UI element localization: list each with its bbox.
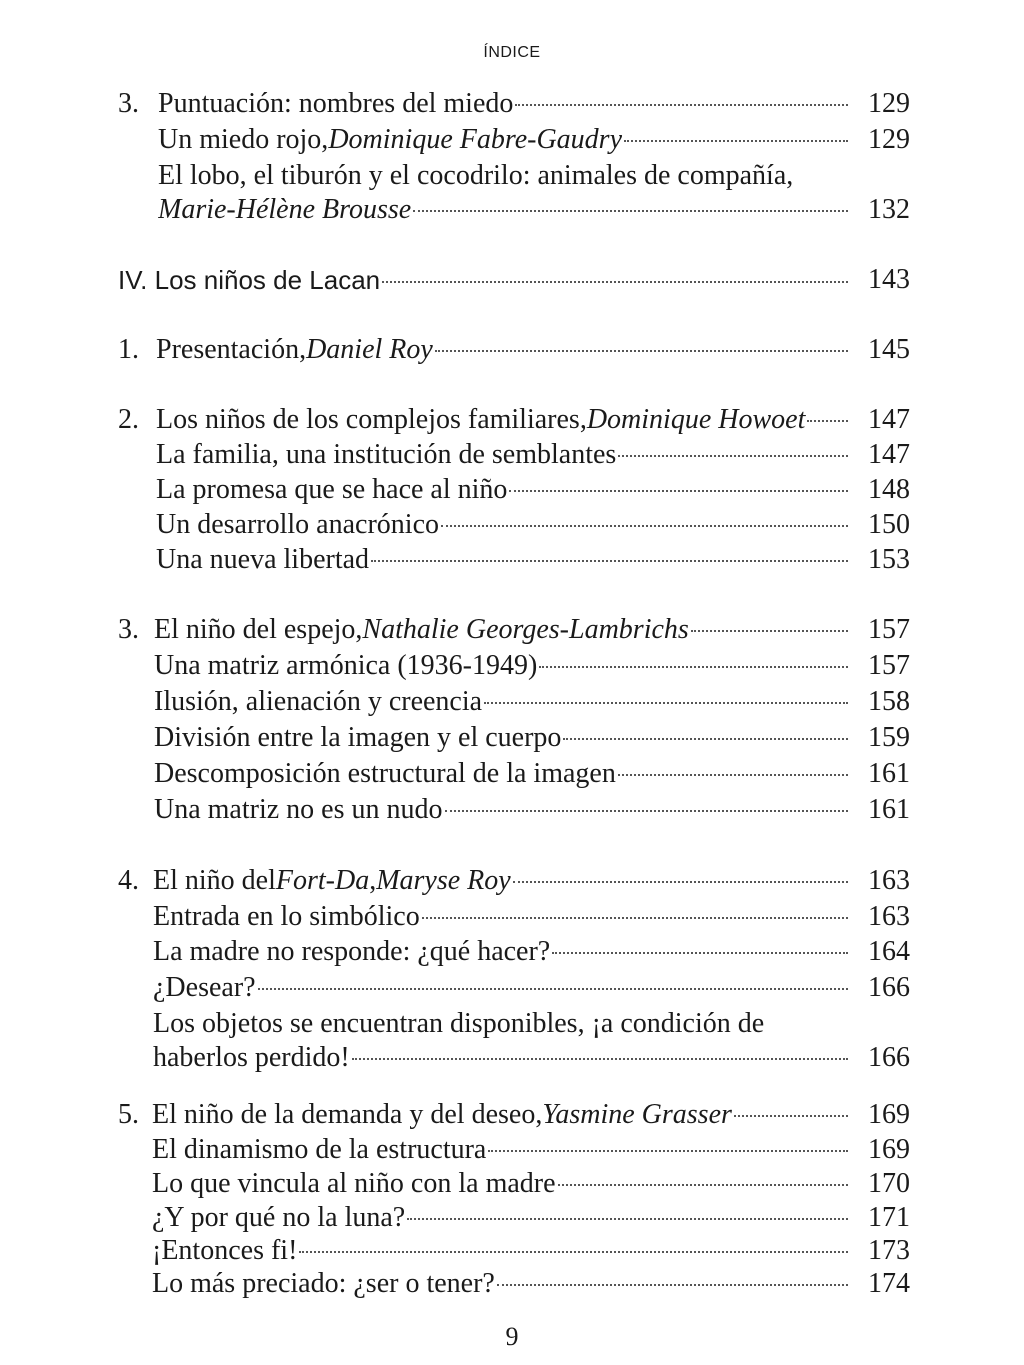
entry-author: Marie-Hélène Brousse — [158, 194, 412, 225]
dot-leader — [497, 1284, 848, 1286]
entry-number: 5. — [118, 1099, 139, 1130]
entry-title: Un miedo rojo, — [158, 124, 329, 155]
entry-title: Una matriz armónica (1936-1949) — [154, 650, 538, 681]
toc-entry — [0, 648, 1024, 684]
entry-line — [158, 86, 852, 122]
entry-author: Nathalie Georges-Lambrichs — [362, 614, 689, 645]
entry-separator: , — [369, 865, 377, 896]
page-number: 163 — [868, 901, 910, 932]
dot-leader — [624, 140, 848, 142]
entry-title: ¿Y por qué no la luna? — [152, 1202, 406, 1233]
toc-entry — [0, 1040, 1024, 1076]
toc-entry — [0, 934, 1024, 970]
dot-leader — [382, 281, 848, 283]
entry-line — [152, 1166, 852, 1202]
entry-title: Presentación, — [156, 334, 307, 365]
page-number: 157 — [868, 650, 910, 681]
entry-line — [153, 1006, 764, 1042]
page-number: 129 — [868, 88, 910, 119]
toc-entry — [0, 192, 1024, 228]
entry-line — [156, 507, 852, 543]
page-number: 148 — [868, 474, 910, 505]
toc-entry — [0, 863, 1024, 899]
page-number: 158 — [868, 686, 910, 717]
dot-leader — [407, 1218, 848, 1220]
dot-leader — [299, 1251, 848, 1253]
dot-leader — [371, 560, 848, 562]
page-number: 157 — [868, 614, 910, 645]
entry-title: Los objetos se encuentran disponibles, ¡a condición de — [153, 1008, 765, 1039]
toc-entry — [0, 86, 1024, 122]
toc-entry — [0, 684, 1024, 720]
toc-entry — [0, 970, 1024, 1006]
dot-leader — [435, 350, 848, 352]
entry-title: Una matriz no es un nudo — [154, 794, 443, 825]
entry-number: 3. — [118, 614, 139, 645]
entry-line — [158, 192, 852, 228]
entry-title: El niño del — [153, 865, 276, 896]
page-number: 166 — [868, 972, 910, 1003]
dot-leader — [691, 630, 848, 632]
dot-leader — [441, 525, 848, 527]
entry-line — [153, 1040, 852, 1076]
entry-title: El lobo, el tiburón y el cocodrilo: animales de compañía, — [158, 160, 794, 191]
toc-entry — [0, 472, 1024, 508]
entry-title: Los niños de los complejos familiares, — [156, 404, 587, 435]
entry-title: ¿Desear? — [153, 972, 256, 1003]
entry-line — [152, 1097, 852, 1133]
entry-title: El dinamismo de la estructura — [152, 1134, 487, 1165]
entry-line — [156, 402, 852, 438]
dot-leader — [618, 774, 848, 776]
entry-line — [154, 792, 852, 828]
entry-line — [154, 720, 852, 756]
dot-leader — [558, 1184, 848, 1186]
entry-line — [158, 122, 852, 158]
page-number: 164 — [868, 936, 910, 967]
page-number: 150 — [868, 509, 910, 540]
toc-entry — [0, 612, 1024, 648]
dot-leader — [513, 881, 848, 883]
toc-entry — [0, 1200, 1024, 1236]
dot-leader — [734, 1115, 848, 1117]
toc-entry — [0, 332, 1024, 368]
entry-line — [156, 437, 852, 473]
dot-leader — [539, 666, 848, 668]
entry-line — [152, 1233, 852, 1269]
toc-entry — [0, 1097, 1024, 1133]
dot-leader — [563, 738, 848, 740]
toc-entry — [0, 1132, 1024, 1168]
page-number: 174 — [868, 1268, 910, 1299]
entry-number: 1. — [118, 334, 139, 365]
entry-line — [158, 158, 793, 194]
entry-title: haberlos perdido! — [153, 1042, 350, 1073]
entry-title: División entre la imagen y el cuerpo — [154, 722, 562, 753]
page-number: 161 — [868, 794, 910, 825]
entry-title: La promesa que se hace al niño — [156, 474, 508, 505]
entry-author: Dominique Howoet — [586, 404, 806, 435]
entry-author: Yasmine Grasser — [542, 1099, 732, 1130]
toc-entry — [0, 1266, 1024, 1302]
entry-title: La madre no responde: ¿qué hacer? — [153, 936, 551, 967]
dot-leader — [258, 988, 848, 990]
page-number: 147 — [868, 439, 910, 470]
entry-line — [156, 542, 852, 578]
entry-author: Daniel Roy — [306, 334, 433, 365]
page-number: 171 — [868, 1202, 910, 1233]
entry-line — [118, 262, 852, 298]
page-number: 169 — [868, 1134, 910, 1165]
toc-entry — [0, 158, 1024, 194]
part-title: IV. Los niños de Lacan — [118, 265, 381, 295]
page-number: 129 — [868, 124, 910, 155]
entry-title: ¡Entonces fi! — [152, 1235, 298, 1266]
entry-line — [156, 332, 852, 368]
entry-line — [154, 684, 852, 720]
entry-number: 3. — [118, 88, 139, 119]
page-number: 143 — [868, 264, 910, 295]
toc-entry — [0, 899, 1024, 935]
entry-number: 4. — [118, 865, 139, 896]
toc-entry — [0, 756, 1024, 792]
page-number: 173 — [868, 1235, 910, 1266]
page-number: 163 — [868, 865, 910, 896]
toc-entry — [0, 542, 1024, 578]
entry-line — [153, 970, 852, 1006]
entry-number: 2. — [118, 404, 139, 435]
page-number: 166 — [868, 1042, 910, 1073]
entry-title: Un desarrollo anacrónico — [156, 509, 439, 540]
dot-leader — [509, 490, 848, 492]
toc-entry — [0, 792, 1024, 828]
entry-line — [153, 899, 852, 935]
page-number: 169 — [868, 1099, 910, 1130]
entry-title: El niño del espejo, — [154, 614, 363, 645]
entry-line — [152, 1200, 852, 1236]
dot-leader — [552, 952, 848, 954]
entry-line — [152, 1266, 852, 1302]
toc-entry — [0, 1166, 1024, 1202]
entry-title: El niño de la demanda y del deseo, — [152, 1099, 543, 1130]
page-number: 147 — [868, 404, 910, 435]
dot-leader — [352, 1058, 848, 1060]
page-number: 132 — [868, 194, 910, 225]
page-number: 159 — [868, 722, 910, 753]
toc-entry — [0, 1006, 1024, 1042]
dot-leader — [618, 455, 848, 457]
entry-italic-term: Fort-Da — [275, 865, 370, 896]
running-header: ÍNDICE — [483, 44, 541, 61]
toc-entry — [0, 402, 1024, 438]
entry-line — [152, 1132, 852, 1168]
entry-title: La familia, una institución de semblantes — [156, 439, 617, 470]
entry-line — [154, 612, 852, 648]
folio-page-number: 9 — [505, 1322, 519, 1351]
entry-line — [153, 863, 852, 899]
entry-title: Entrada en lo simbólico — [153, 901, 420, 932]
toc-part-heading — [0, 262, 1024, 298]
toc-entry — [0, 720, 1024, 756]
entry-title: Puntuación: nombres del miedo — [158, 88, 514, 119]
entry-line — [154, 756, 852, 792]
toc-entry — [0, 1233, 1024, 1269]
dot-leader — [422, 917, 848, 919]
toc-entry — [0, 437, 1024, 473]
entry-line — [156, 472, 852, 508]
entry-line — [154, 648, 852, 684]
page-number: 170 — [868, 1168, 910, 1199]
toc-entry — [0, 122, 1024, 158]
entry-title: Lo que vincula al niño con la madre — [152, 1168, 556, 1199]
dot-leader — [488, 1150, 848, 1152]
dot-leader — [413, 210, 848, 212]
entry-author: Maryse Roy — [376, 865, 511, 896]
dot-leader — [484, 702, 848, 704]
dot-leader — [807, 420, 848, 422]
dot-leader — [515, 104, 848, 106]
toc-entry — [0, 507, 1024, 543]
entry-title: Lo más preciado: ¿ser o tener? — [152, 1268, 495, 1299]
entry-author: Dominique Fabre-Gaudry — [328, 124, 622, 155]
entry-title: Descomposición estructural de la imagen — [154, 758, 616, 789]
entry-title: Ilusión, alienación y creencia — [154, 686, 483, 717]
page-number: 161 — [868, 758, 910, 789]
page-number: 153 — [868, 544, 910, 575]
entry-line — [153, 934, 852, 970]
page-number: 145 — [868, 334, 910, 365]
dot-leader — [445, 810, 849, 812]
entry-title: Una nueva libertad — [156, 544, 370, 575]
